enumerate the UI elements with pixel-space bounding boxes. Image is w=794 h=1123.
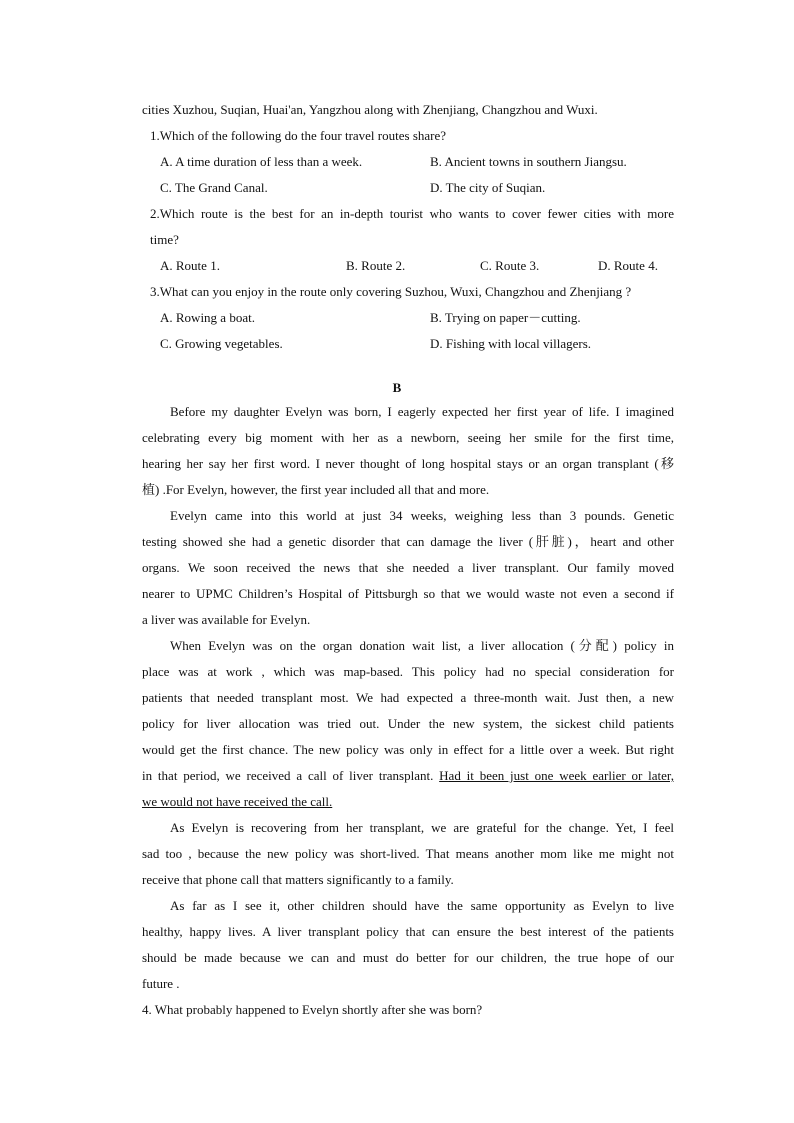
paragraph-3-line: place was at work , which was map-based. This policy had no special consideration for (142, 664, 674, 679)
question-2-option-b: B. Route 2. (346, 258, 406, 273)
question-1-option-a: A. A time duration of less than a week. (160, 154, 363, 169)
question-4-stem: 4. What probably happened to Evelyn shortly after she was born? (142, 1002, 483, 1017)
paragraph-1-line: celebrating every big moment with her as a newborn, seeing her smile for the first time, (142, 430, 674, 445)
question-2-stem-line-2: time? (150, 232, 179, 247)
paragraph-5-line: healthy, happy lives. A liver transplant policy that can ensure the best interest of the patients (142, 924, 674, 939)
paragraph-5-line: future . (142, 976, 180, 991)
paragraph-2-line: organs. We soon received the news that she needed a liver transplant. Our family moved (142, 560, 674, 575)
paragraph-4-line: As Evelyn is recovering from her transplant, we are grateful for the change. Yet, I feel (170, 820, 674, 835)
paragraph-3-line: policy for liver allocation was tried out. Under the new system, the sickest child patients (142, 716, 674, 731)
paragraph-1-line: hearing her say her first word. I never thought of long hospital stays or an organ transplant (移 (142, 456, 674, 471)
question-2-option-d: D. Route 4. (598, 258, 658, 273)
paragraph-5-line: should be made because we can and must do better for our children, the true hope of our (142, 950, 674, 965)
question-1-option-c: C. The Grand Canal. (160, 180, 268, 195)
paragraph-3-line-with-underline (142, 767, 674, 785)
question-3-option-a: A. Rowing a boat. (160, 310, 255, 325)
question-1-option-d: D. The city of Suqian. (430, 180, 546, 195)
question-3-option-d: D. Fishing with local villagers. (430, 336, 592, 351)
paragraph-2-line: a liver was available for Evelyn. (142, 612, 311, 627)
paragraph-4-line: sad too , because the new policy was short-lived. That means another mom like me might not (142, 846, 674, 861)
paragraph-3-line: patients that needed transplant most. We had expected a three-month wait. Just then, a new (142, 690, 674, 705)
paragraph-5-line: As far as I see it, other children should have the same opportunity as Evelyn to live (170, 898, 674, 913)
question-2-stem-line-1: 2.Which route is the best for an in-depth tourist who wants to cover fewer cities with more (150, 206, 674, 221)
paragraph-4-line: receive that phone call that matters significantly to a family. (142, 872, 454, 887)
question-3-stem: 3.What can you enjoy in the route only covering Suzhou, Wuxi, Changzhou and Zhenjiang ? (150, 284, 632, 299)
question-3-option-c: C. Growing vegetables. (160, 336, 283, 351)
question-1-option-b: B. Ancient towns in southern Jiangsu. (430, 154, 627, 169)
question-2-option-c: C. Route 3. (480, 258, 540, 273)
question-3-option-b: B. Trying on paper－cutting. (430, 310, 581, 325)
paragraph-1-line: 植) .For Evelyn, however, the first year included all that and more. (142, 482, 490, 497)
underlined-sentence-part-2: we would not have received the call. (142, 794, 333, 809)
paragraph-2-line: Evelyn came into this world at just 34 weeks, weighing less than 3 pounds. Genetic (170, 508, 674, 523)
paragraph-3-plain-text: in that period, we received a call of liver transplant. (142, 768, 440, 783)
paragraph-1-line: Before my daughter Evelyn was born, I eagerly expected her first year of life. I imagined (170, 404, 674, 419)
paragraph-3-line: When Evelyn was on the organ donation wait list, a liver allocation (分配) policy in (170, 638, 674, 653)
paragraph-3-line: would get the first chance. The new policy was only in effect for a little over a week. But right (142, 742, 674, 757)
question-2-option-a: A. Route 1. (160, 258, 220, 273)
question-1-stem: 1.Which of the following do the four travel routes share? (150, 128, 447, 143)
paragraph-2-line: nearer to UPMC Children’s Hospital of Pittsburgh so that we would waste not even a second if (142, 586, 674, 601)
intro-line: cities Xuzhou, Suqian, Huai'an, Yangzhou along with Zhenjiang, Changzhou and Wuxi. (142, 102, 598, 117)
section-b-title: B (392, 380, 402, 395)
paragraph-2-line: testing showed she had a genetic disorder that can damage the liver (肝脏)，heart and other (142, 534, 674, 549)
underlined-sentence-part-1: Had it been just one week earlier or later, (439, 768, 674, 783)
